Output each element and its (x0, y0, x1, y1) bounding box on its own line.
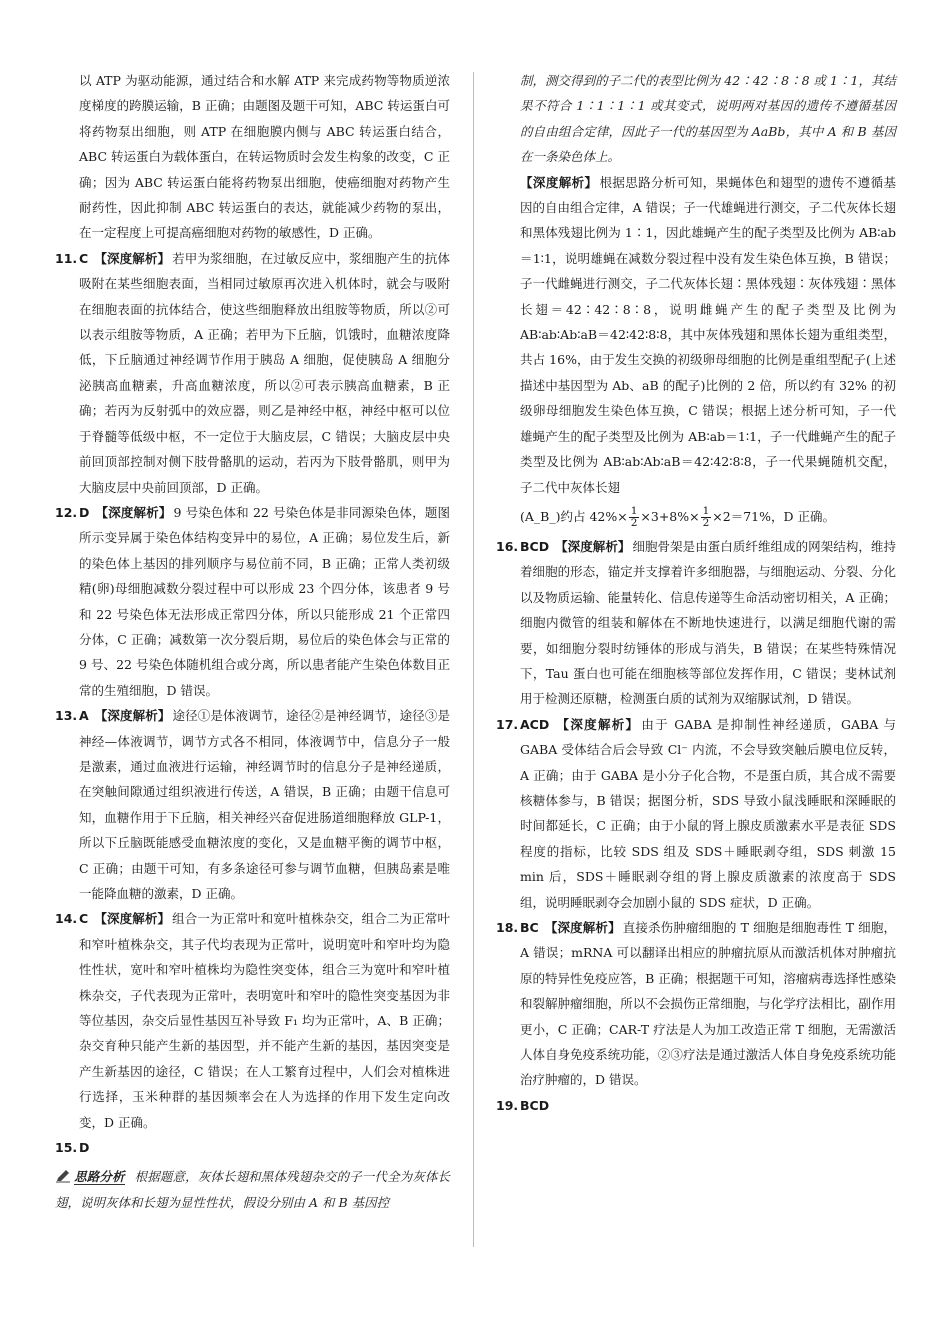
thought-analysis (55, 1164, 450, 1215)
analysis-text: 9 号染色体和 22 号染色体是非同源染色体，题图所示变异属于染色体结构变异中的易位，A 正确；易位发生后，新的染色体上基因的排列顺序与易位前不同，B 正确；正常人类初级精(卵)母细胞减数分裂过程中可以形成 23 个四分体，该患者 9 号和 22 号染色体无法形成正常四分体，所以只能形成 21 个正常四分体，C 正确；减数第一次分裂后期，易位后的染色体会与正常的 9 号、22 号染色体随机组合或分离，所以患者能产生染色体数目正常的生殖细胞，D 错误。 (79, 504, 450, 698)
answer-item-11 (55, 246, 450, 500)
answer-key: D (79, 504, 90, 520)
answer-key: A (79, 708, 89, 724)
analysis-tag: 【深度解析】 (555, 538, 631, 554)
answer-key: BCD (520, 1097, 550, 1113)
fraction-numerator: 1 (702, 504, 710, 517)
analysis-tag: 【深度解析】 (94, 250, 171, 266)
item-number: 19. (496, 1097, 519, 1113)
answer-item-16 (496, 534, 896, 712)
formula-part: (A_B_)约占 42%× (520, 508, 628, 524)
analysis-tag: 【深度解析】 (94, 911, 171, 927)
fraction-denominator: 2 (702, 516, 710, 529)
answer-key: C (79, 911, 89, 927)
left-column (55, 68, 450, 1215)
answer-key: BC (520, 920, 539, 935)
answer-item-13 (55, 703, 450, 906)
analysis-tag: 【深度解析】 (94, 708, 171, 724)
item-number: 16. (496, 538, 519, 554)
item-number: 11. (55, 250, 78, 266)
thought-text: 根据题意，灰体长翅和黑体残翅杂交的子一代全为灰体长翅，说明灰体和长翅为显性性状，假设分别由 A 和 B 基因控 (55, 1169, 450, 1210)
formula-part: ×3+8%× (640, 508, 700, 524)
analysis-text: 途径①是体液调节，途径②是神经调节，途径③是神经—体液调节，调节方式各不相同，体液调节中，信息分子一般是激素，通过血液进行运输，神经调节时的信息分子是神经递质，在突触间隙通过组织液进行传送，A 错误，B 正确；由题干信息可知，血糖作用于下丘脑，相关神经兴奋促进肠道细胞释放 GLP-1，所以下丘脑既能感受血糖浓度的变化，又是血糖平衡的调节中枢，C 正确；由题干可知，有多条途径可参与调节血糖，但胰岛素是唯一能降血糖的激素，D 正确。 (79, 708, 450, 901)
thought-label: 思路分析 (74, 1169, 125, 1185)
answer-item-14 (55, 906, 450, 1135)
analysis-tag: 【深度解析】 (520, 174, 598, 190)
item-number: 15. (55, 1140, 78, 1156)
analysis-text: 由于 GABA 是抑制性神经递质，GABA 与 GABA 受体结合后会导致 Cl⁻ 内流，不会导致突触后膜电位反转，A 正确；由于 GABA 是小分子化合物，不是蛋白质，其合成不需要核糖体参与，B 错误；据图分析，SDS 导致小鼠浅睡眠和深睡眠的时间都延长，C 正确；由于小鼠的肾上腺皮质激素水平是表征 SDS 程度的指标，比较 SDS 组及 SDS＋睡眠剥夺组，SDS 刺激 15 min 后，SDS＋睡眠剥夺组的肾上腺皮质激素的浓度高于 SDS 组，说明睡眠剥夺会加剧小鼠的 SDS 症状，D 正确。 (520, 716, 896, 910)
analysis-text: 若甲为浆细胞，在过敏反应中，浆细胞产生的抗体吸附在某些细胞表面，当相同过敏原再次进入机体时，就会与吸附在细胞表面的抗体结合，使这些细胞释放出组胺等物质，所以②可以表示组胺等物质，A 正确；若甲为下丘脑，饥饿时，血糖浓度降低，下丘脑通过神经调节作用于胰岛 A 细胞，促使胰岛 A 细胞分泌胰高血糖素，升高血糖浓度，所以②可表示胰高血糖素，B 正确；若丙为反射弧中的效应器，则乙是神经中枢，神经中枢可以位于脊髓等低级中枢，不一定位于大脑皮层，C 错误；大脑皮层中央前回顶部控制对侧下肢骨骼肌的运动，若丙为下肢骨骼肌，则甲为大脑皮层中央前回顶部，D 正确。 (79, 250, 450, 495)
thought-continued: 制，测交得到的子二代的表型比例为 42∶42∶8∶8 或 1∶1，其结果不符合 1∶1∶1∶1 或其变式，说明两对基因的遗传不遵循基因的自由组合定律，因此子一代的基因型为 AaBb，其中 A 和 B 基因在一条染色体上。 (520, 73, 896, 165)
probability-formula (496, 500, 896, 534)
fraction-denominator: 2 (630, 516, 638, 529)
answer-key: D (79, 1140, 90, 1156)
continued-paragraph: 以 ATP 为驱动能源，通过结合和水解 ATP 来完成药物等物质逆浓度梯度的跨膜运输，B 正确；由题图及题干可知，ABC 转运蛋白可将药物泵出细胞，则 ATP 在细胞膜内侧与 ABC 转运蛋白结合，ABC 转运蛋白为载体蛋白，在转运物质时会发生构象的改变，C 正确；因为 ABC 转运蛋白能将药物泵出细胞，使癌细胞对药物产生耐药性，因此抑制 ABC 转运蛋白的表达，就能减少药物的泵出，在一定程度上可提高癌细胞对药物的敏感性，D 正确。 (79, 73, 450, 241)
answer-item-17 (496, 712, 896, 915)
analysis-text: 细胞骨架是由蛋白质纤维组成的网架结构，维持着细胞的形态，锚定并支撑着许多细胞器，与细胞运动、分裂、分化以及物质运输、能量转化、信息传递等生命活动密切相关，A 正确；细胞内微管的组装和解体在不断地快速进行，以满足细胞代谢的需要，如细胞分裂时纺锤体的形成与消失，B 错误；在某些特殊情况下，Tau 蛋白也可能在细胞核等部位发挥作用，C 错误；斐林试剂用于检测还原糖，检测蛋白质的试剂为双缩脲试剂，D 错误。 (520, 538, 896, 707)
item-number: 14. (55, 911, 78, 927)
fraction-numerator: 1 (630, 504, 638, 517)
analysis-text: 直接杀伤肿瘤细胞的 T 细胞是细胞毒性 T 细胞，A 错误；mRNA 可以翻译出相应的肿瘤抗原从而激活机体对肿瘤抗原的特异性免疫应答，B 正确；根据题干可知，溶瘤病毒选择性感染和裂解肿瘤细胞，所以不会损伤正常细胞，与化学疗法相比，副作用更小，C 正确；CAR-T 疗法是人为加工改造正常 T 细胞，无需激活人体自身免疫系统功能，②③疗法是通过激活人体自身免疫系统功能治疗肿瘤的，D 错误。 (520, 920, 896, 1088)
item-number: 18. (496, 920, 519, 935)
analysis-text: 根据思路分析可知，果蝇体色和翅型的遗传不遵循基因的自由组合定律，A 错误；子一代雄蝇进行测交，子二代灰体长翅和黑体残翅比例为 1∶1，因此雄蝇产生的配子类型及比例为 AB∶ab＝1∶1，说明雄蝇在减数分裂过程中没有发生染色体互换，B 错误；子一代雌蝇进行测交，子二代灰体长翅∶黑体残翅∶灰体残翅∶黑体长翅＝42∶42∶8∶8，说明雌蝇产生的配子类型及比例为 AB∶ab∶Ab∶aB＝42∶42∶8∶8，其中灰体残翅和黑体长翅为重组类型，共占 16%，由于发生交换的初级卵母细胞的比例是重组型配子(上述描述中基因型为 Ab、aB 的配子)比例的 2 倍，所以约有 32% 的初级卵母细胞发生染色体互换，C 错误；根据上述分析可知，子一代雄蝇产生的配子类型及比例为 AB∶ab＝1∶1，子一代雌蝇产生的配子类型及比例为 AB∶ab∶Ab∶aB＝42∶42∶8∶8，子一代果蝇随机交配，子二代中灰体长翅 (520, 174, 896, 495)
answer-key: ACD (520, 716, 550, 732)
analysis-tag: 【深度解析】 (544, 920, 621, 935)
answer-item-19 (496, 1093, 896, 1118)
item-number: 12. (55, 504, 78, 520)
right-column (496, 68, 896, 1118)
pencil-icon (55, 1169, 71, 1183)
answer-key: BCD (520, 538, 550, 554)
column-divider (473, 72, 474, 1247)
fraction (629, 506, 640, 529)
analysis-text: 组合一为正常叶和宽叶植株杂交，组合二为正常叶和窄叶植株杂交，其子代均表现为正常叶，说明宽叶和窄叶均为隐性性状，宽叶和窄叶植株均为隐性突变体，组合三为宽叶和窄叶植株杂交，子代表现为正常叶，表明宽叶和窄叶的隐性突变基因为非等位基因，杂交后显性基因互补导致 F₁ 均为正常叶，A、B 正确；杂交育种只能产生新的基因型，并不能产生新的基因，基因突变是产生新基因的途径，C 错误；在人工繁育过程中，人们会对植株进行选择，玉米种群的基因频率会在人为选择的作用下发生定向改变，D 正确。 (79, 911, 450, 1130)
answer-item-18 (496, 915, 896, 1093)
item-15-analysis (496, 170, 896, 500)
analysis-tag: 【深度解析】 (95, 504, 172, 520)
item-number: 13. (55, 708, 78, 724)
formula-part: ×2＝71%，D 正确。 (712, 508, 836, 524)
fraction (701, 506, 712, 529)
analysis-tag: 【深度解析】 (555, 716, 640, 732)
answer-item-15 (55, 1135, 450, 1160)
answer-key: C (79, 250, 89, 266)
item-number: 17. (496, 716, 519, 732)
answer-item-12 (55, 500, 450, 703)
